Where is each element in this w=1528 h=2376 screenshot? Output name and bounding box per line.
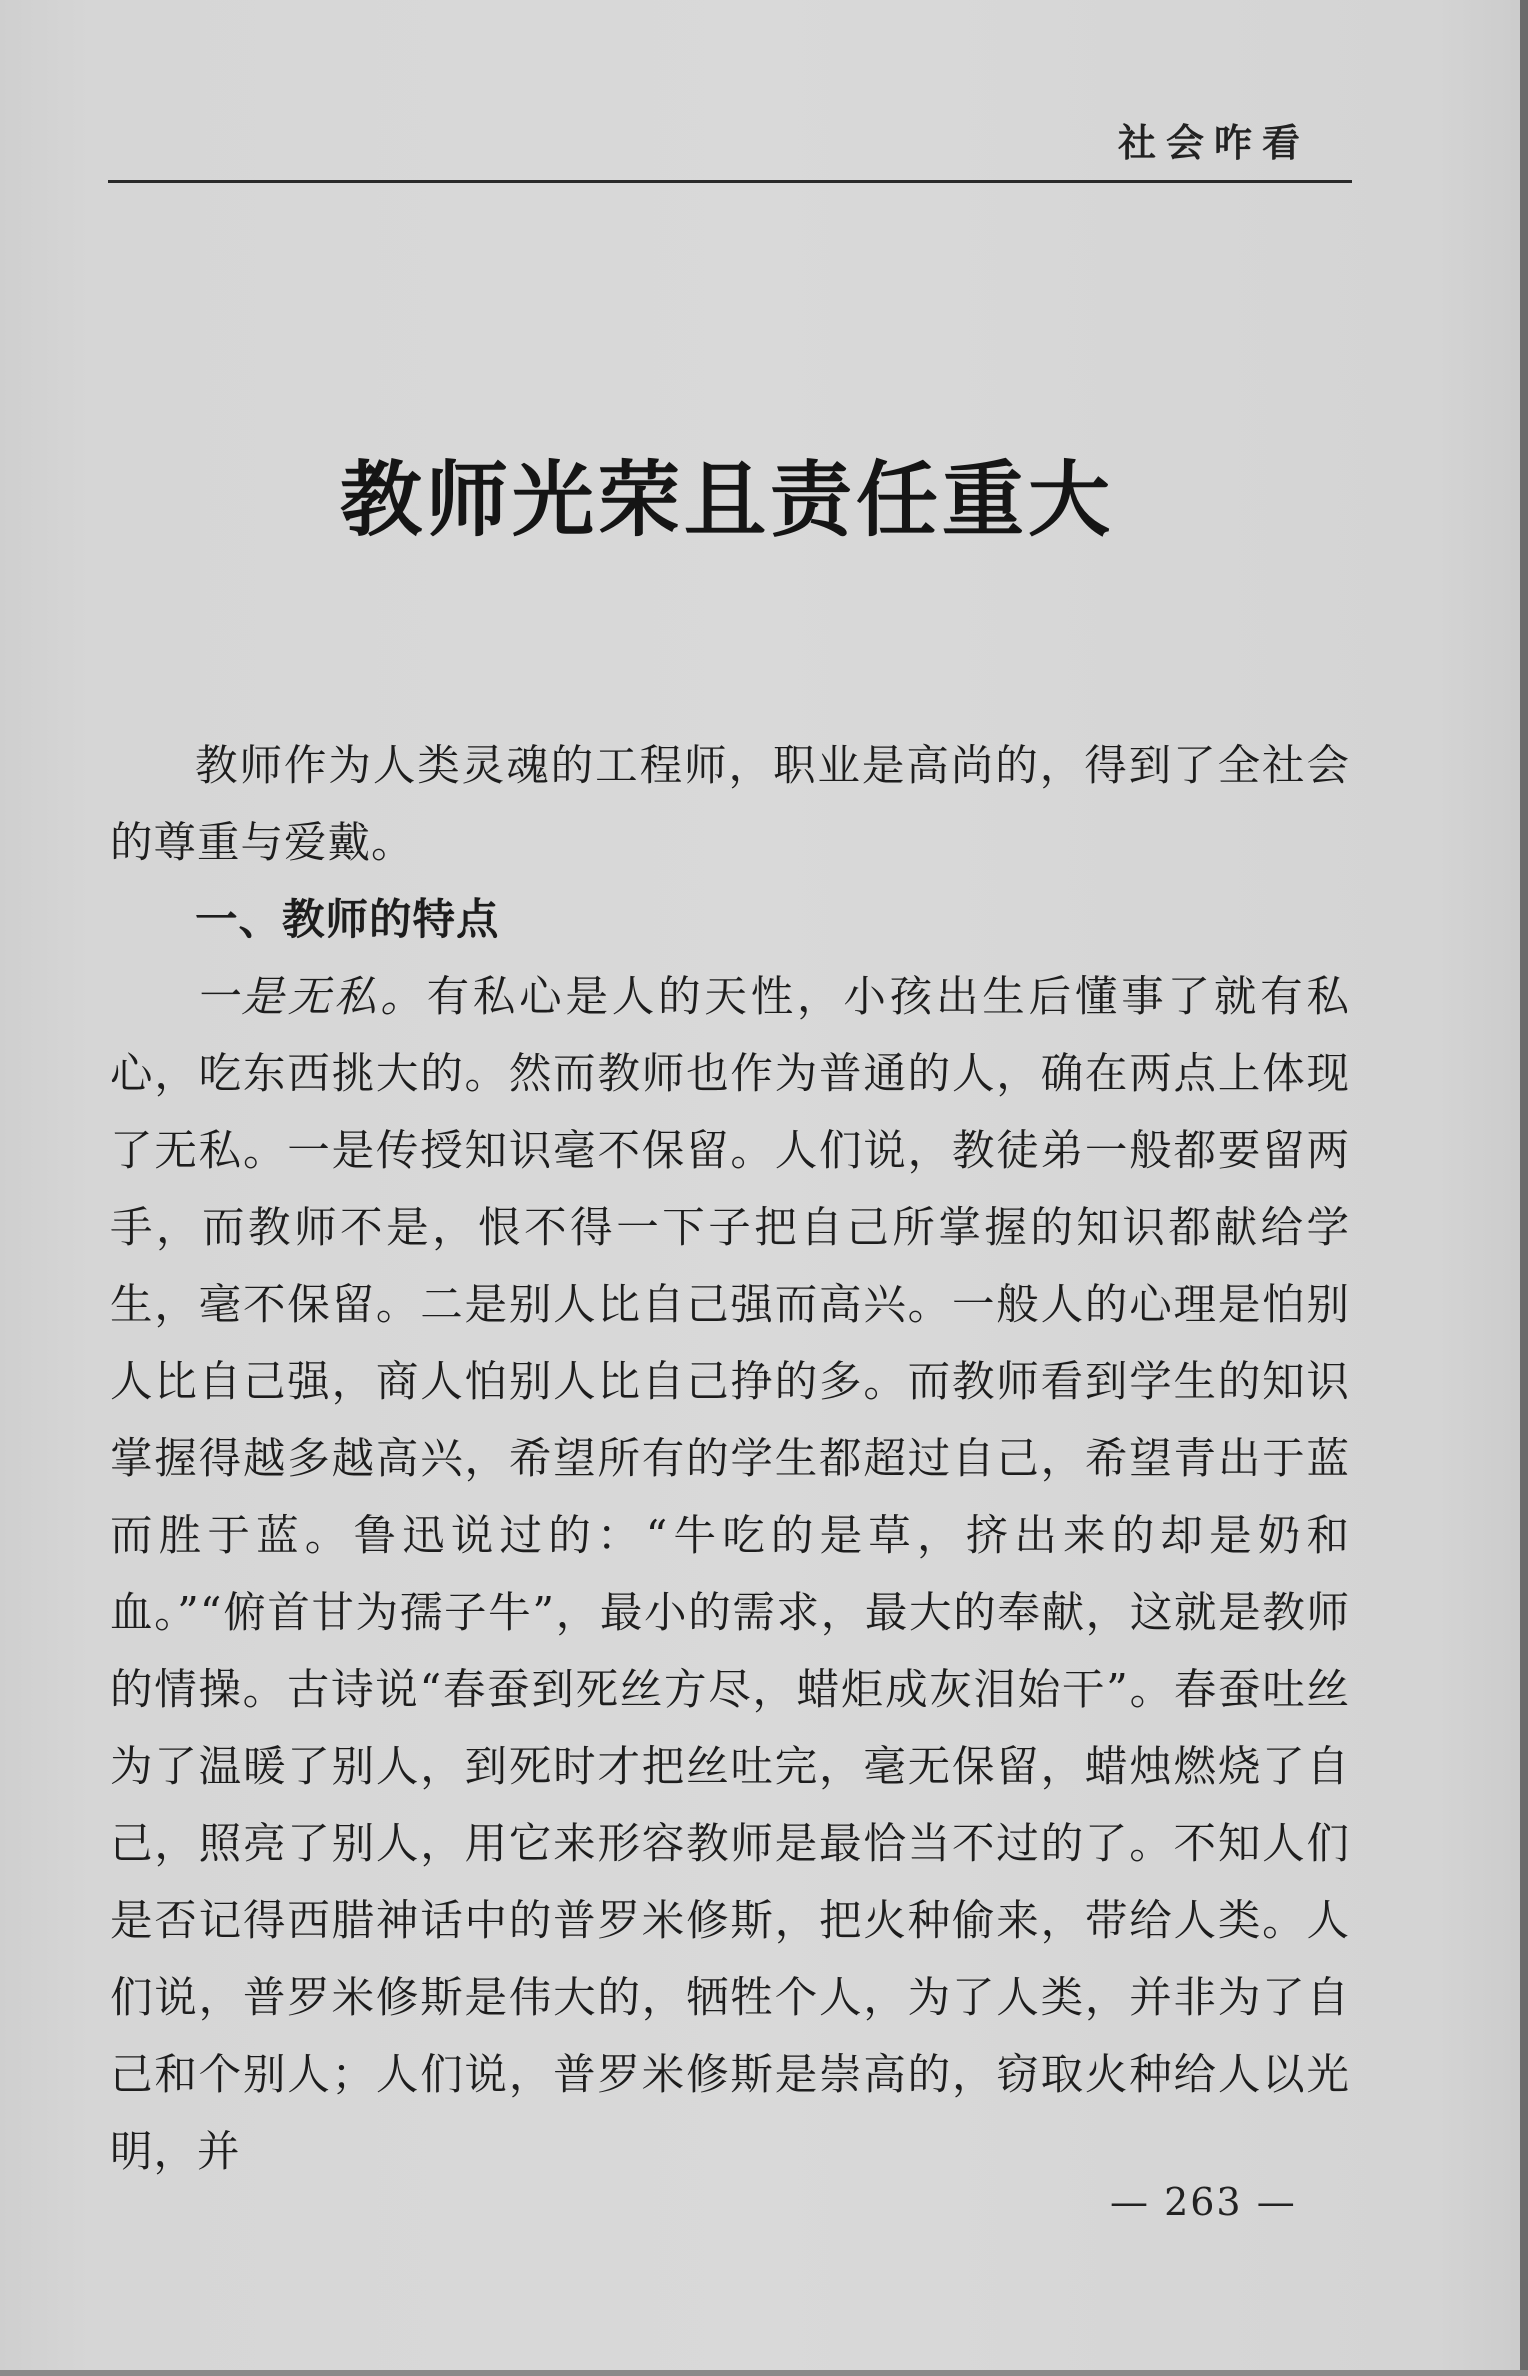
article-body — [110, 728, 1350, 2191]
page-number: — 263 — — [1110, 2180, 1297, 2224]
running-header: 社会咋看 — [1117, 121, 1310, 165]
intro-paragraph: 教师作为人类灵魂的工程师，职业是高尚的，得到了全社会的尊重与爱戴。 — [110, 742, 1350, 868]
article-title: 教师光荣且责任重大 — [340, 451, 1115, 548]
header-rule — [108, 180, 1352, 183]
paragraph-text: 有私心是人的天性，小孩出生后懂事了就有私心，吃东西挑大的。然而教师也作为普通的人，确在两点上体现了无私。一是传授知识毫不保留。人们说，教徒弟一般都要留两手，而教师不是，恨不得一下子把自己所掌握的知识都献给学生，毫不保留。二是别人比自己强而高兴。一般人的心理是怕别人比自己强，商人怕别人比自己挣的多。而教师看到学生的知识掌握得越多越高兴，希望所有的学生都超过自己，希望青出于蓝而胜于蓝。鲁迅说过的：“牛吃的是草，挤出来的却是奶和血。”“俯首甘为孺子牛”，最小的需求，最大的奉献，这就是教师的情操。古诗说“春蚕到死丝方尽，蜡炬成灰泪始干”。春蚕吐丝为了温暖了别人，到死时才把丝吐完，毫无保留，蜡烛燃烧了自己，照亮了别人，用它来形容教师是最恰当不过的了。不知人们是否记得西腊神话中的普罗米修斯，把火种偷来，带给人类。人们说，普罗米修斯是伟大的，牺牲个人，为了人类，并非为了自己和个别人；人们说，普罗米修斯是崇高的，窃取火种给人以光明，并 — [110, 973, 1350, 2177]
scan-edge-bottom — [0, 2370, 1528, 2376]
scan-edge-right — [1520, 0, 1528, 2376]
section-heading: 一、教师的特点 — [195, 896, 500, 945]
paragraph-lead: 一是无私。 — [195, 973, 427, 1022]
body-paragraph — [110, 959, 1350, 2191]
